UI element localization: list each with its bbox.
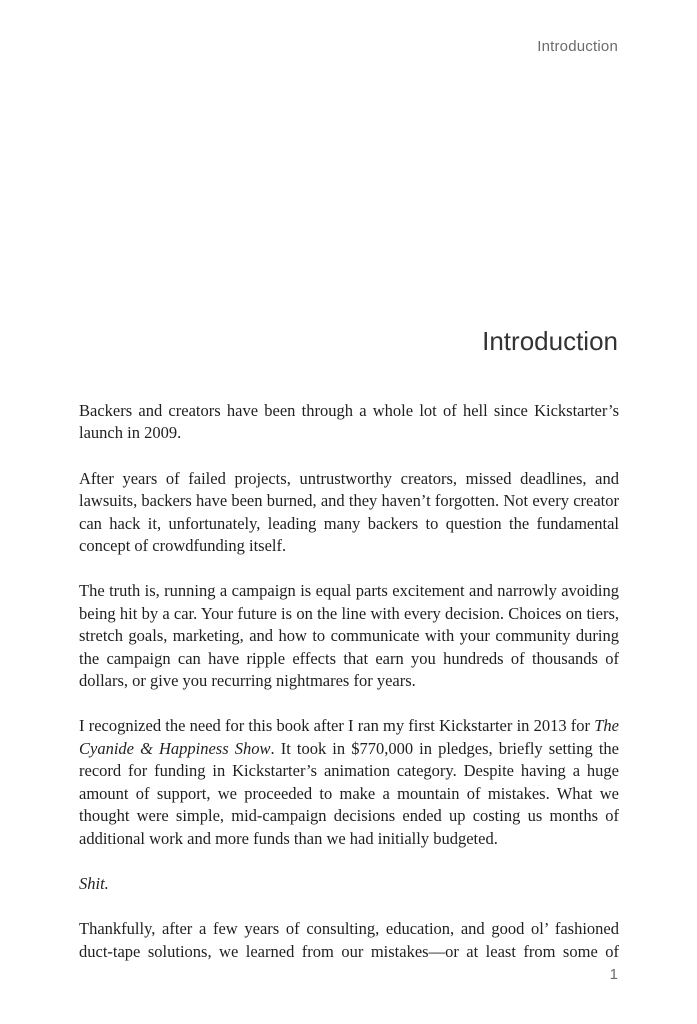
paragraph-2: After years of failed projects, untrustworthy creators, missed deadlines, and lawsuits, backers have been burned, and they haven’t forgotten. Not every creator can hack it, unfortunately, leading many backers to question the fundamental concept of crowdfunding itself. bbox=[79, 468, 619, 556]
paragraph-6: Thankfully, after a few years of consulting, education, and good ol’ fashioned duct-tape solutions, we learned from our mistakes—or at least from some of bbox=[79, 919, 619, 961]
running-header: Introduction bbox=[537, 38, 618, 55]
paragraph-1: Backers and creators have been through a whole lot of hell since Kickstarter’s launch in 2009. bbox=[79, 401, 619, 443]
page-number: 1 bbox=[609, 966, 618, 983]
show-title: The Cyanide & Happiness Show bbox=[79, 716, 619, 758]
paragraph-4 bbox=[79, 715, 619, 849]
paragraph-5 bbox=[79, 873, 619, 895]
exclamation: Shit. bbox=[79, 873, 109, 893]
paragraph-3: The truth is, running a campaign is equal parts excitement and narrowly avoiding being hit by a car. Your future is on the line with every decision. Choices on tiers, stretch goals, marketing, and how to communicate with your community during the campaign can have ripple effects that earn you hundreds of thousands of dollars, or give you recurring nightmares for years. bbox=[79, 581, 619, 691]
body-text bbox=[79, 400, 619, 986]
paragraph-4-text-start: I recognized the need for this book after I ran my first Kickstarter in 2013 for bbox=[79, 716, 595, 736]
paragraph-4-text-end: . It took in $770,000 in pledges, briefly setting the record for funding in Kickstarter’s animation category. Despite having a huge amount of support, we proceeded to make a mountain of mistakes. What we thought were simple, mid-campaign decisions ended up costing us months of additional work and more funds than we had initially budgeted. bbox=[79, 738, 619, 848]
chapter-title: Introduction bbox=[482, 326, 618, 356]
